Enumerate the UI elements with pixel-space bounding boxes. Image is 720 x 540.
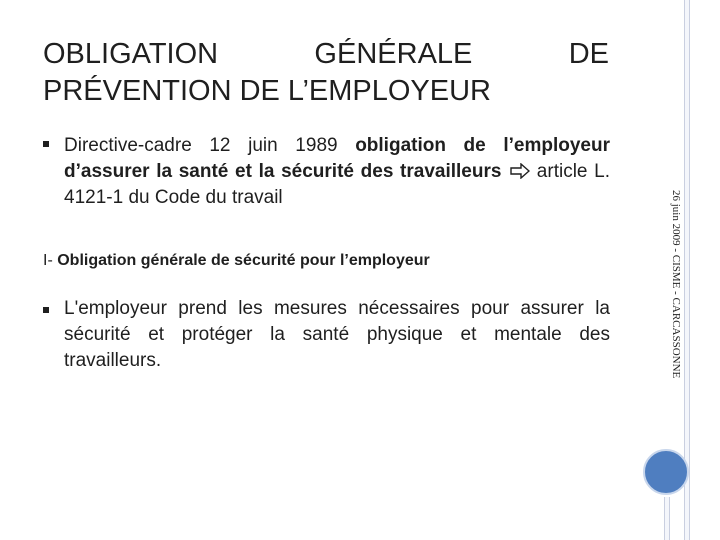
employer-text: L'employeur prend les mesures nécessaires pour assurer la sécurité et protéger la santé physique et mentale des travailleurs. — [64, 298, 610, 371]
bullet-directive — [43, 133, 610, 211]
decorative-rail-lower — [664, 497, 670, 540]
decorative-circle — [643, 449, 689, 495]
slide-title-line2: PRÉVENTION DE L’EMPLOYEUR — [43, 75, 491, 107]
slide-title-line1: OBLIGATION GÉNÉRALE DE — [43, 38, 609, 70]
right-arrow-outline-icon — [510, 163, 530, 179]
square-bullet-icon — [43, 307, 49, 313]
directive-text: Directive-cadre 12 juin 1989 obligation de l’employeur d’assurer la santé et la sécurité des travailleurs article L. 4121-1 du Code du travail — [64, 135, 610, 208]
slide-title — [43, 36, 609, 110]
bullet-employer — [43, 296, 610, 374]
section-heading: I- Obligation générale de sécurité pour l’employeur — [43, 252, 430, 269]
side-footer: 26 juin 2009 - CISME - CARCASSONNE — [670, 190, 682, 379]
square-bullet-icon — [43, 141, 49, 147]
